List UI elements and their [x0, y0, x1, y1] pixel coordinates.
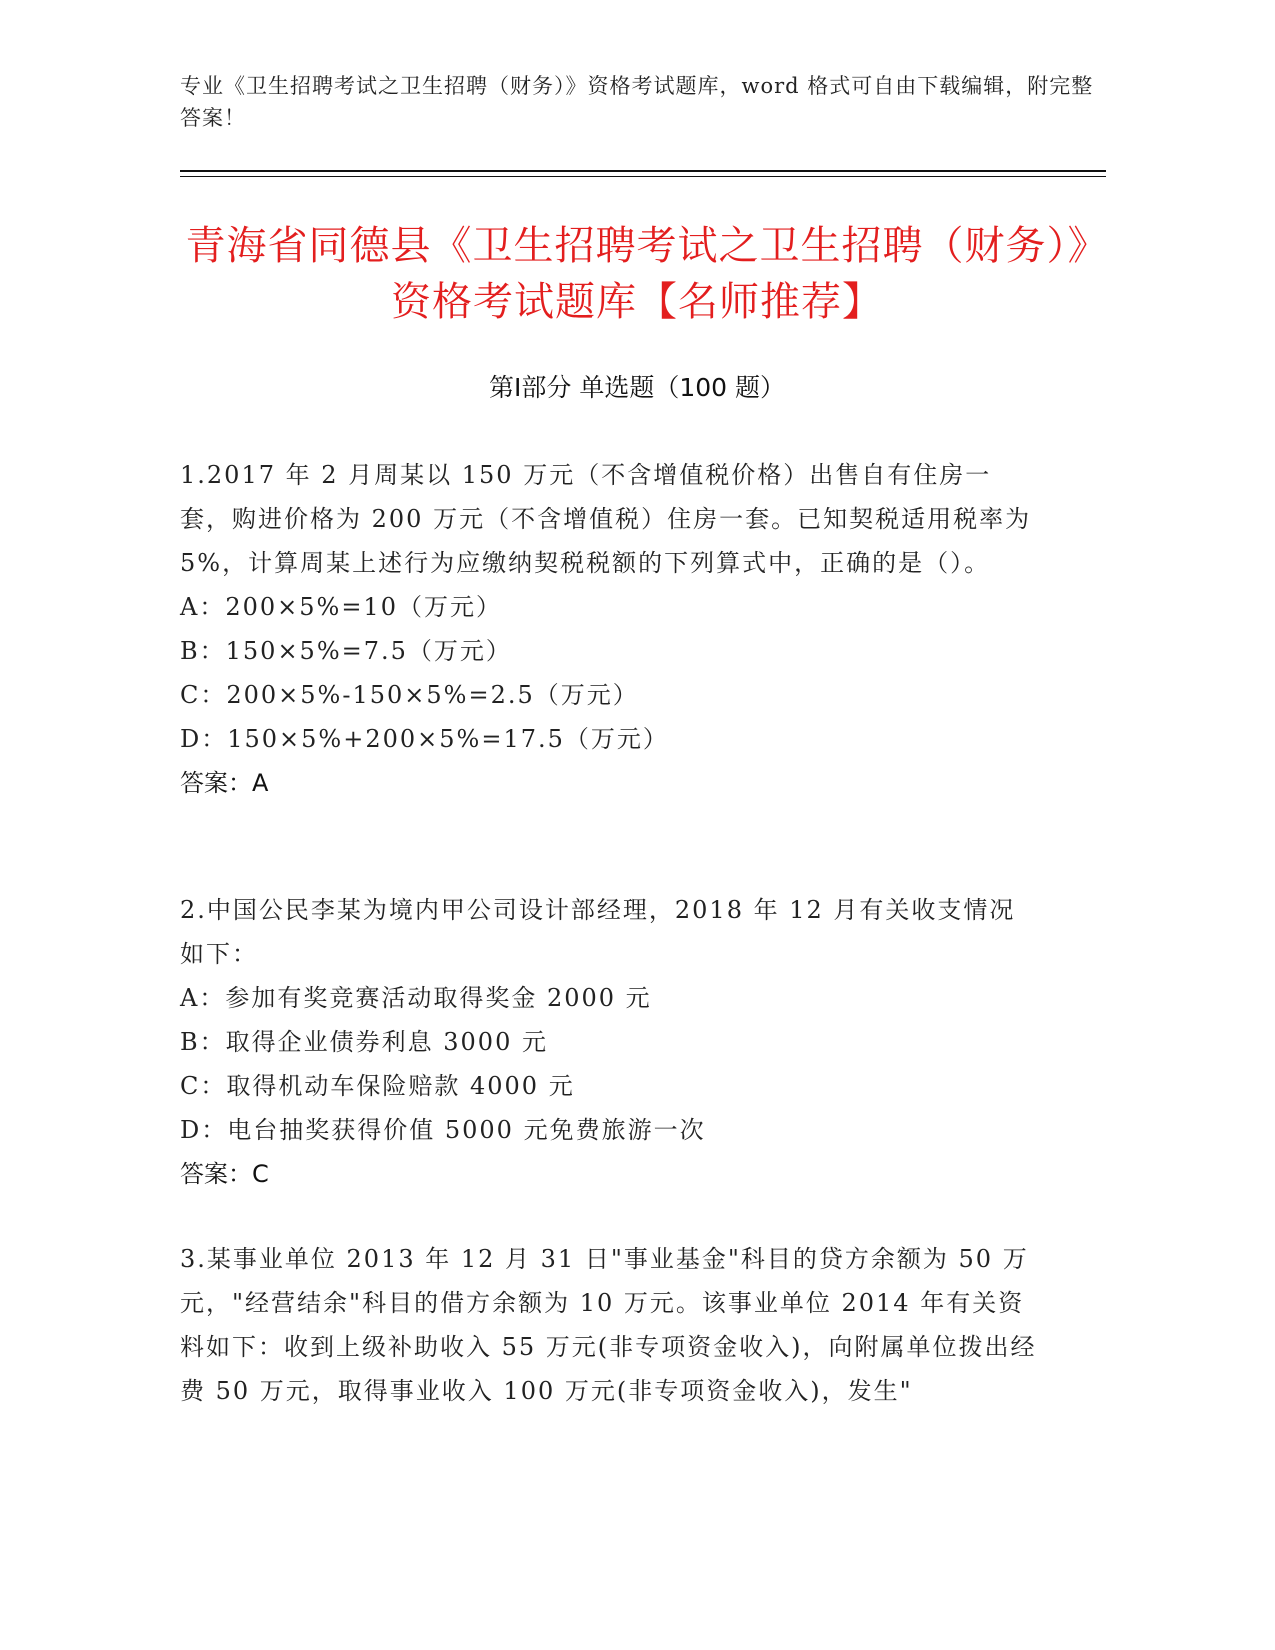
question-text: 1.2017 年 2 月周某以 150 万元（不含增值税价格）出售自有住房一套，购进价格为 200 万元（不含增值税）住房一套。已知契税适用税率为 5%，计算周某上述行为应缴纳契税税额的下列算式中，正确的是（）。	[180, 461, 1032, 577]
answer-line: 答案：A	[180, 769, 269, 797]
question-block	[180, 888, 1040, 1196]
option-a: A：200×5%=10（万元）	[180, 593, 502, 621]
question-text: 2.中国公民李某为境内甲公司设计部经理，2018 年 12 月有关收支情况如下：	[180, 896, 1016, 968]
option-d: D：150×5%+200×5%=17.5（万元）	[180, 725, 669, 753]
option-b: B：取得企业债券利息 3000 元	[180, 1028, 548, 1056]
section-heading: 第Ⅰ部分 单选题（100 题）	[489, 373, 785, 402]
answer-line: 答案：C	[180, 1160, 269, 1188]
question-block	[180, 453, 1040, 805]
option-c: C：200×5%-150×5%=2.5（万元）	[180, 681, 639, 709]
header-note: 专业《卫生招聘考试之卫生招聘（财务）》资格考试题库，word 格式可自由下载编辑，附完整答案！	[180, 74, 1094, 130]
option-b: B：150×5%=7.5（万元）	[180, 637, 512, 665]
option-d: D：电台抽奖获得价值 5000 元免费旅游一次	[180, 1116, 706, 1144]
header-divider-thick	[180, 170, 1106, 172]
option-c: C：取得机动车保险赔款 4000 元	[180, 1072, 575, 1100]
question-block	[180, 1237, 1040, 1413]
document-title: 青海省同德县《卫生招聘考试之卫生招聘（财务）》资格考试题库【名师推荐】	[185, 223, 1089, 325]
question-text: 3.某事业单位 2013 年 12 月 31 日"事业基金"科目的贷方余额为 50 万元，"经营结余"科目的借方余额为 10 万元。该事业单位 2014 年有关资料如下：收到上级补助收入 55 万元(非专项资金收入)，向附属单位拨出经费 50 万元，取得事业收入 100 万元(非专项资金收入)，发生"	[180, 1245, 1037, 1405]
option-a: A：参加有奖竞赛活动取得奖金 2000 元	[180, 984, 652, 1012]
header-divider-thin	[180, 176, 1106, 177]
